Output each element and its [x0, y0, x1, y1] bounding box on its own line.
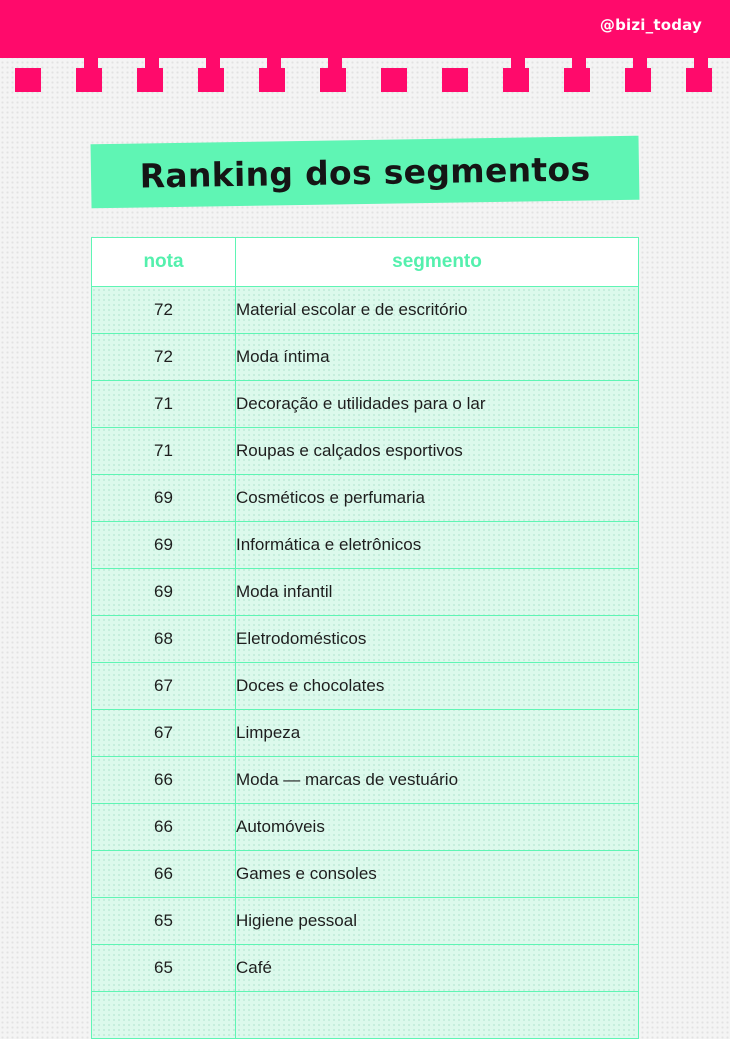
binding-tab: [145, 56, 159, 70]
score-cell: 67: [92, 710, 236, 757]
score-cell: 66: [92, 851, 236, 898]
binding-tab: [267, 56, 281, 70]
segment-cell: Cosméticos e perfumaria: [236, 475, 639, 522]
score-cell: 65: [92, 898, 236, 945]
score-cell: 66: [92, 804, 236, 851]
score-cell: 65: [92, 945, 236, 992]
table-row: [92, 334, 639, 381]
ranking-table: [91, 237, 639, 1039]
binding-tab: [206, 56, 220, 70]
table-row: [92, 804, 639, 851]
binding-hole: [76, 68, 102, 92]
binding-hole: [564, 68, 590, 92]
table-row: [92, 757, 639, 804]
column-header-segmento: segmento: [236, 238, 639, 287]
binding-tab: [572, 56, 586, 70]
segment-cell: Eletrodomésticos: [236, 616, 639, 663]
column-header-nota: nota: [92, 238, 236, 287]
table-header-row: [92, 238, 639, 287]
score-cell: 66: [92, 757, 236, 804]
segment-cell: Games e consoles: [236, 851, 639, 898]
score-cell: 71: [92, 428, 236, 475]
binding-hole: [259, 68, 285, 92]
segment-cell: [236, 992, 639, 1039]
table-row: [92, 710, 639, 757]
table-row: [92, 522, 639, 569]
score-cell: 71: [92, 381, 236, 428]
table-row-partial: [92, 992, 639, 1039]
score-cell: 69: [92, 569, 236, 616]
segment-cell: Roupas e calçados esportivos: [236, 428, 639, 475]
segment-cell: Decoração e utilidades para o lar: [236, 381, 639, 428]
segment-cell: Moda — marcas de vestuário: [236, 757, 639, 804]
table-row: [92, 287, 639, 334]
binding-tab: [84, 56, 98, 70]
binding-hole: [15, 68, 41, 92]
score-cell: 72: [92, 334, 236, 381]
binding-tab: [633, 56, 647, 70]
segment-cell: Doces e chocolates: [236, 663, 639, 710]
binding-hole: [686, 68, 712, 92]
page-title: Ranking dos segmentos: [139, 148, 591, 196]
segment-cell: Limpeza: [236, 710, 639, 757]
binding-hole: [320, 68, 346, 92]
title-banner: [91, 136, 640, 209]
binding-hole: [198, 68, 224, 92]
segment-cell: Material escolar e de escritório: [236, 287, 639, 334]
binding-tab: [694, 56, 708, 70]
binding-tab: [511, 56, 525, 70]
score-cell: 69: [92, 475, 236, 522]
score-cell: 67: [92, 663, 236, 710]
binding-hole: [503, 68, 529, 92]
binding-hole: [442, 68, 468, 92]
segment-cell: Moda infantil: [236, 569, 639, 616]
table-row: [92, 945, 639, 992]
score-cell: [92, 992, 236, 1039]
binding-hole: [381, 68, 407, 92]
score-cell: 68: [92, 616, 236, 663]
binding-hole: [137, 68, 163, 92]
table-row: [92, 381, 639, 428]
binding-tab: [328, 56, 342, 70]
table-row: [92, 569, 639, 616]
score-cell: 72: [92, 287, 236, 334]
table-row: [92, 851, 639, 898]
score-cell: 69: [92, 522, 236, 569]
segment-cell: Moda íntima: [236, 334, 639, 381]
table-row: [92, 428, 639, 475]
table-row: [92, 616, 639, 663]
segment-cell: Informática e eletrônicos: [236, 522, 639, 569]
table-row: [92, 898, 639, 945]
table-row: [92, 475, 639, 522]
social-handle: @bizi_today: [599, 16, 702, 34]
segment-cell: Higiene pessoal: [236, 898, 639, 945]
binding-hole: [625, 68, 651, 92]
segment-cell: Café: [236, 945, 639, 992]
table-row: [92, 663, 639, 710]
segment-cell: Automóveis: [236, 804, 639, 851]
